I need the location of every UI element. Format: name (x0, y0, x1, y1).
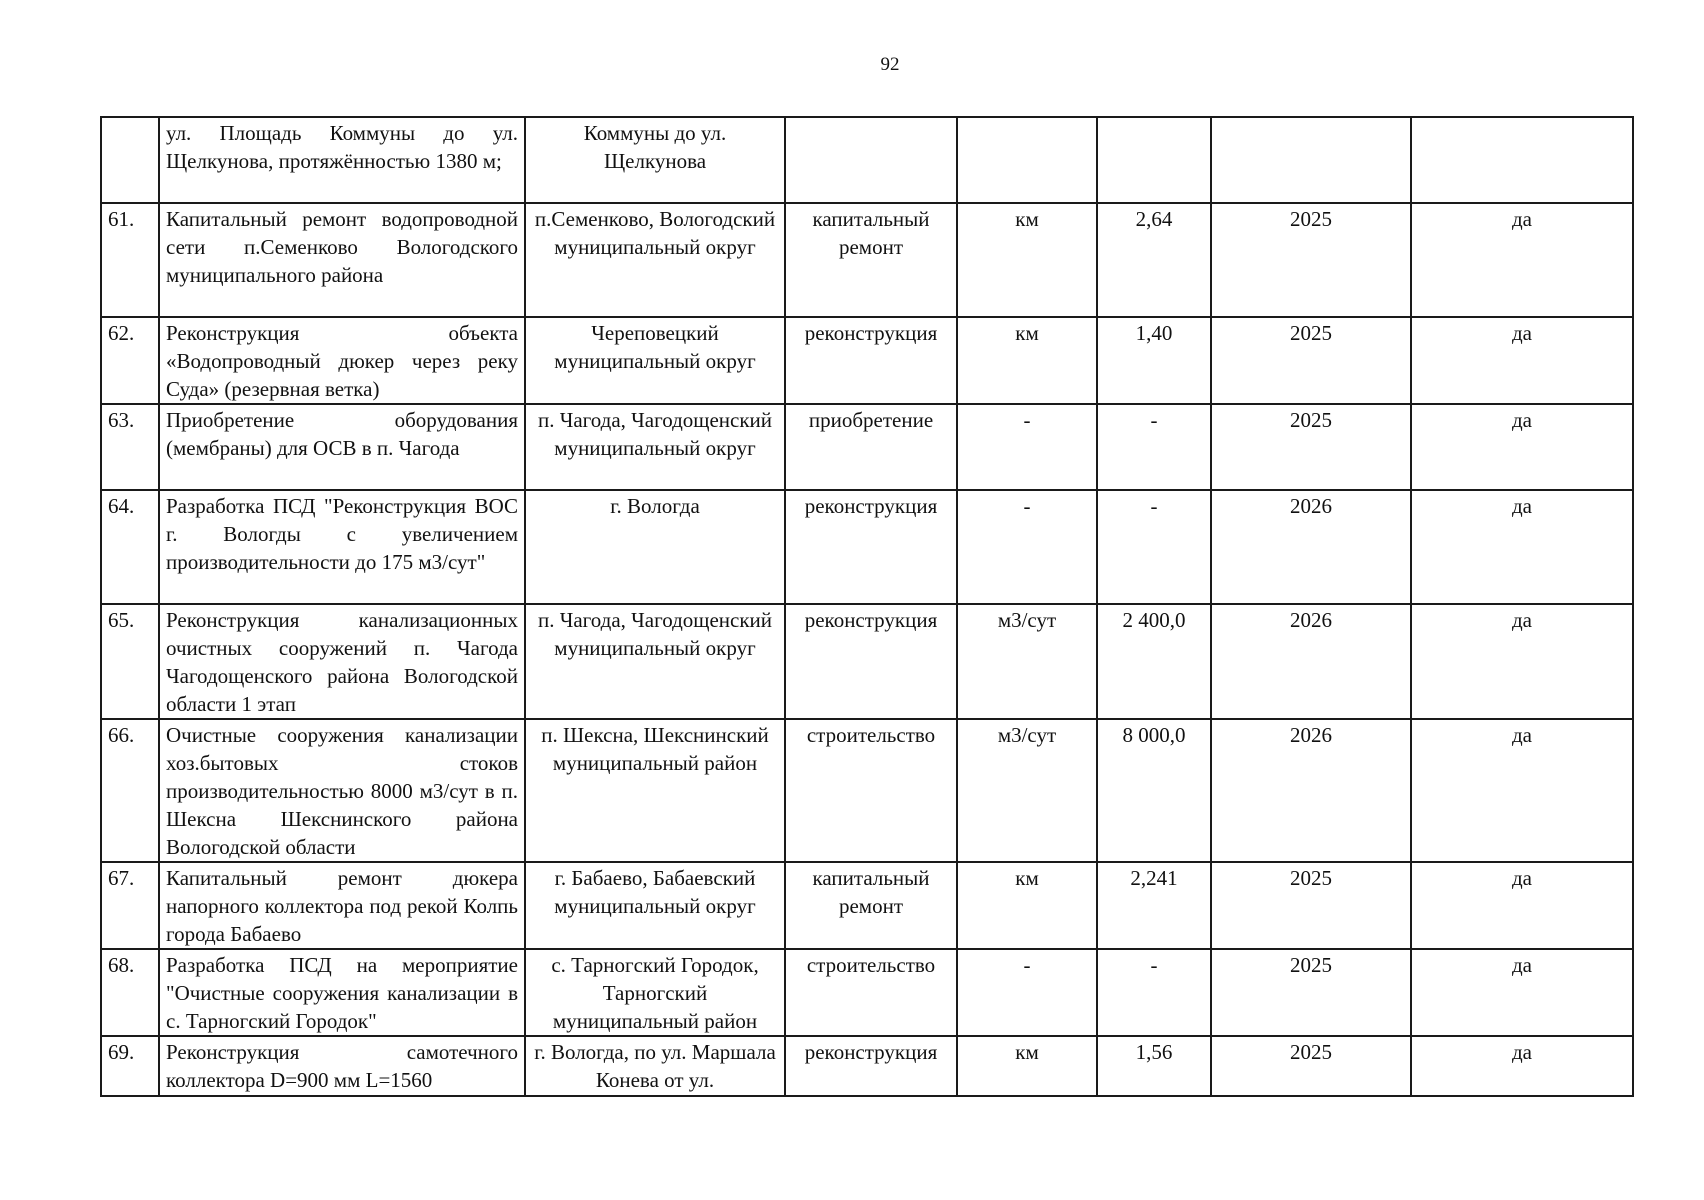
year: 2026 (1211, 719, 1411, 862)
capacity-value (1097, 117, 1211, 203)
measure-description: Реконструкция канализационных очистных сооружений п. Чагода Чагодощенского района Вологодской области 1 этап (159, 604, 525, 719)
year: 2025 (1211, 404, 1411, 490)
flag: да (1411, 404, 1633, 490)
capacity-value: - (1097, 490, 1211, 604)
measure-location: п.Семенково, Вологодский муниципальный округ (525, 203, 785, 317)
measure-description: Разработка ПСД "Реконструкция ВОС г. Вологды с увеличением производительности до 175 м3/сут" (159, 490, 525, 604)
measure-location: п. Чагода, Чагодощенский муниципальный округ (525, 404, 785, 490)
unit: км (957, 1036, 1097, 1096)
flag: да (1411, 862, 1633, 949)
table-row (101, 203, 1633, 317)
measure-location: п. Чагода, Чагодощенский муниципальный округ (525, 604, 785, 719)
measure-location: п. Шексна, Шекснинский муниципальный район (525, 719, 785, 862)
unit: км (957, 862, 1097, 949)
year: 2025 (1211, 949, 1411, 1036)
work-type: строительство (785, 949, 957, 1036)
row-number: 64. (101, 490, 159, 604)
capacity-value: 2,64 (1097, 203, 1211, 317)
capacity-value: 2 400,0 (1097, 604, 1211, 719)
work-type: реконструкция (785, 490, 957, 604)
work-type: реконструкция (785, 604, 957, 719)
work-type (785, 117, 957, 203)
unit (957, 117, 1097, 203)
unit: - (957, 949, 1097, 1036)
unit: - (957, 404, 1097, 490)
unit: км (957, 203, 1097, 317)
row-number: 67. (101, 862, 159, 949)
year (1211, 117, 1411, 203)
work-type: приобретение (785, 404, 957, 490)
year: 2025 (1211, 203, 1411, 317)
year: 2026 (1211, 490, 1411, 604)
capacity-value: 2,241 (1097, 862, 1211, 949)
flag: да (1411, 317, 1633, 404)
table-row (101, 949, 1633, 1036)
table-row (101, 604, 1633, 719)
work-type: капитальный ремонт (785, 862, 957, 949)
flag: да (1411, 490, 1633, 604)
table-row (101, 490, 1633, 604)
capacity-value: - (1097, 404, 1211, 490)
flag: да (1411, 719, 1633, 862)
capacity-value: 1,56 (1097, 1036, 1211, 1096)
table-row (101, 862, 1633, 949)
measure-location: Череповецкий муниципальный округ (525, 317, 785, 404)
table-row (101, 317, 1633, 404)
year: 2025 (1211, 317, 1411, 404)
work-type: капитальный ремонт (785, 203, 957, 317)
measure-description: Разработка ПСД на мероприятие "Очистные сооружения канализации в с. Тарногский Городок" (159, 949, 525, 1036)
measure-description: Очистные сооружения канализации хоз.бытовых стоков производительностью 8000 м3/сут в п. Шексна Шекснинского района Вологодской области (159, 719, 525, 862)
flag: да (1411, 604, 1633, 719)
page-number: 92 (880, 54, 900, 75)
measure-location: с. Тарногский Городок, Тарногский муниципальный район (525, 949, 785, 1036)
flag: да (1411, 203, 1633, 317)
capacity-value: 8 000,0 (1097, 719, 1211, 862)
flag (1411, 117, 1633, 203)
measure-location: г. Вологда (525, 490, 785, 604)
measure-location: Коммуны до ул. Щелкунова (525, 117, 785, 203)
capacity-value: - (1097, 949, 1211, 1036)
table-row (101, 719, 1633, 862)
flag: да (1411, 1036, 1633, 1096)
measure-description: Приобретение оборудования (мембраны) для ОСВ в п. Чагода (159, 404, 525, 490)
row-number: 62. (101, 317, 159, 404)
row-number: 68. (101, 949, 159, 1036)
capacity-value: 1,40 (1097, 317, 1211, 404)
row-number: 63. (101, 404, 159, 490)
year: 2025 (1211, 862, 1411, 949)
measure-description: Капитальный ремонт водопроводной сети п.Семенково Вологодского муниципального района (159, 203, 525, 317)
measure-description: ул. Площадь Коммуны до ул. Щелкунова, протяжённостью 1380 м; (159, 117, 525, 203)
measure-description: Капитальный ремонт дюкера напорного коллектора под рекой Колпь города Бабаево (159, 862, 525, 949)
measure-description: Реконструкция самотечного коллектора D=900 мм L=1560 (159, 1036, 525, 1096)
row-number (101, 117, 159, 203)
measure-location: г. Вологда, по ул. Маршала Конева от ул. (525, 1036, 785, 1096)
measure-location: г. Бабаево, Бабаевский муниципальный округ (525, 862, 785, 949)
table-row (101, 1036, 1633, 1096)
year: 2026 (1211, 604, 1411, 719)
flag: да (1411, 949, 1633, 1036)
unit: м3/сут (957, 604, 1097, 719)
unit: м3/сут (957, 719, 1097, 862)
unit: - (957, 490, 1097, 604)
row-number: 65. (101, 604, 159, 719)
measures-table (100, 116, 1634, 1097)
row-number: 61. (101, 203, 159, 317)
unit: км (957, 317, 1097, 404)
table-row (101, 404, 1633, 490)
year: 2025 (1211, 1036, 1411, 1096)
work-type: строительство (785, 719, 957, 862)
row-number: 66. (101, 719, 159, 862)
table-row (101, 117, 1633, 203)
measure-description: Реконструкция объекта «Водопроводный дюкер через реку Суда» (резервная ветка) (159, 317, 525, 404)
work-type: реконструкция (785, 1036, 957, 1096)
work-type: реконструкция (785, 317, 957, 404)
row-number: 69. (101, 1036, 159, 1096)
